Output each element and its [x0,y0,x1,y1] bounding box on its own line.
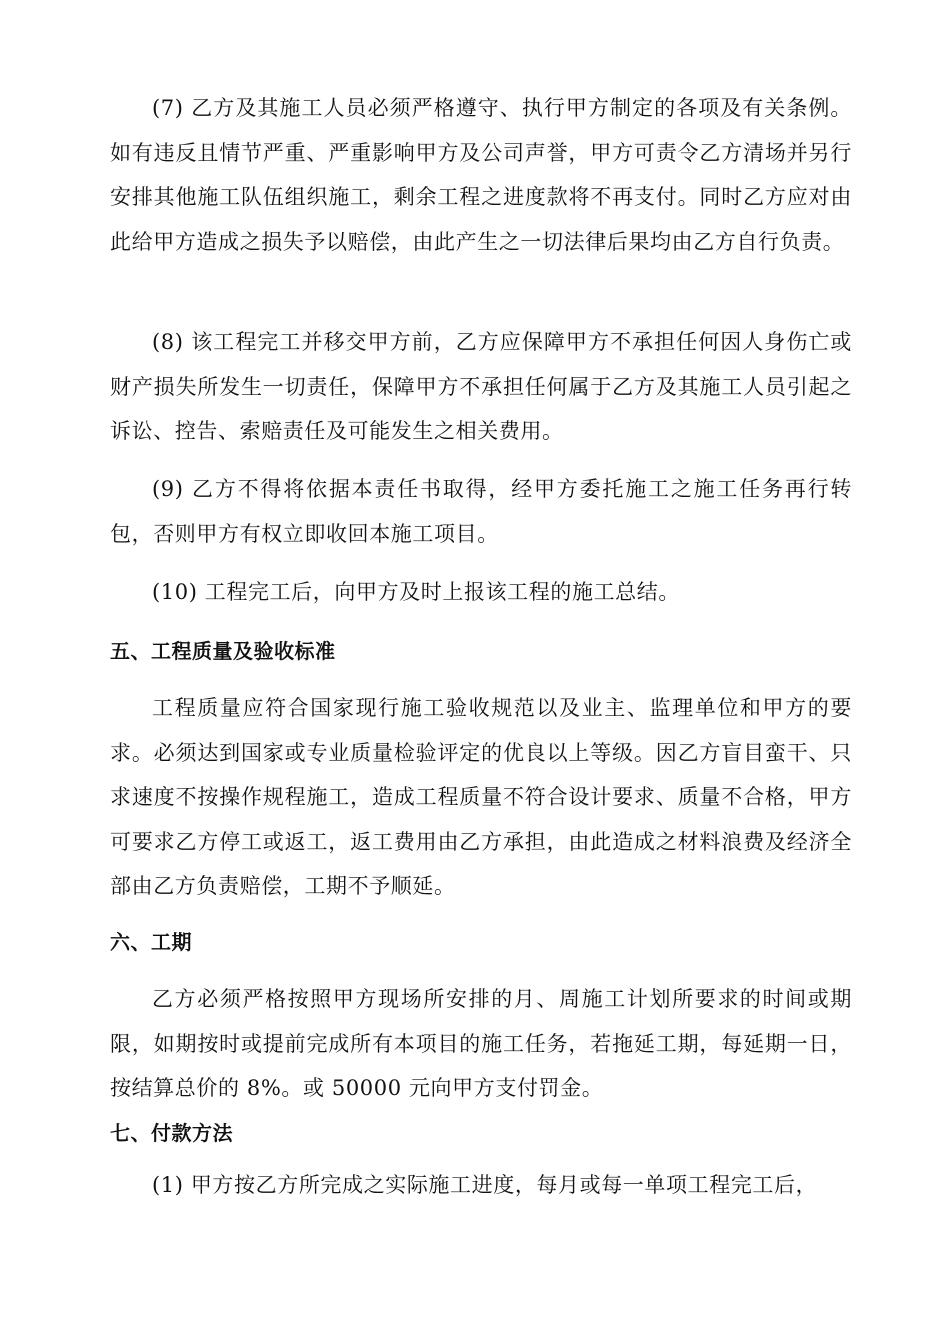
section-5-body: 工程质量应符合国家现行施工验收规范以及业主、监理单位和甲方的要求。必须达到国家或专业质量检验评定的优良以上等级。因乙方盲目蛮干、只求速度不按操作规程施工，造成工程质量不符合设计要求、质量不合格，甲方可要求乙方停工或返工，返工费用由乙方承担，由此造成之材料浪费及经济全部由乙方负责赔偿，工期不予顺延。 [110,696,852,898]
clause-7-paragraph: (7) 乙方及其施工人员必须严格遵守、执行甲方制定的各项及有关条例。如有违反且情节严重、严重影响甲方及公司声誉，甲方可责令乙方清场并另行安排其他施工队伍组织施工，剩余工程之进度款将不再支付。同时乙方应对由此给甲方造成之损失予以赔偿，由此产生之一切法律后果均由乙方自行负责。 [110,96,852,254]
clause-10-paragraph: (10) 工程完工后，向甲方及时上报该工程的施工总结。 [152,580,680,604]
clause-9-paragraph: (9) 乙方不得将依据本责任书取得，经甲方委托施工之施工任务再行转包，否则甲方有权立即收回本施工项目。 [110,477,852,546]
section-7-heading: 七、付款方法 [110,1121,233,1145]
section-6-heading: 六、工期 [110,930,192,954]
section-5-heading: 五、工程质量及验收标准 [110,639,336,663]
clause-8-paragraph: (8) 该工程完工并移交甲方前，乙方应保障甲方不承担任何因人身伤亡或财产损失所发生一切责任，保障甲方不承担任何属于乙方及其施工人员引起之诉讼、控告、索赔责任及可能发生之相关费用。 [110,330,852,443]
section-6-body: 乙方必须严格按照甲方现场所安排的月、周施工计划所要求的时间或期限，如期按时或提前完成所有本项目的施工任务，若拖延工期，每延期一日，按结算总价的 8%。或 50000 元向甲方支付罚金。 [110,987,852,1100]
section-7-item-1: (1) 甲方按乙方所完成之实际施工进度，每月或每一单项工程完工后， [152,1173,818,1197]
